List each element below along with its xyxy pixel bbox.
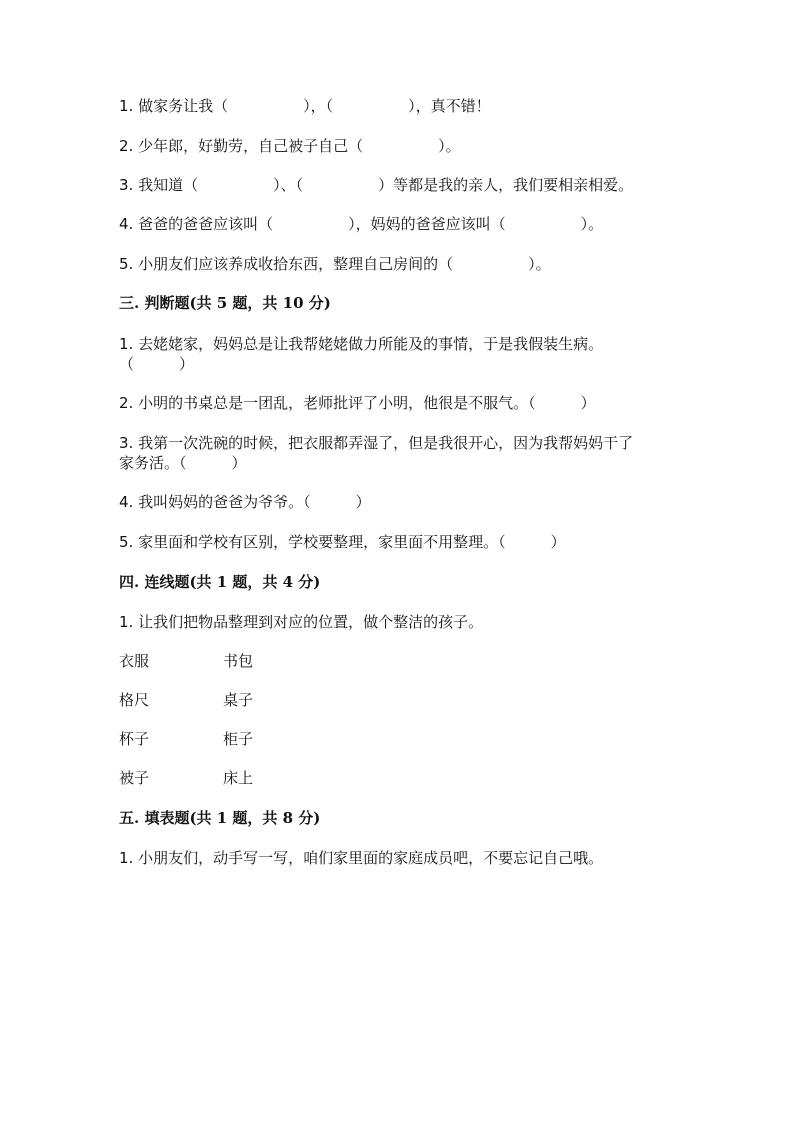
judge-item-1: 1. 去姥姥家，妈妈总是让我帮姥姥做力所能及的事情，于是我假装生病。 （ ）: [119, 335, 604, 373]
fill-blank-item-1: 1. 做家务让我（ ），（ ），真不错！: [119, 97, 491, 115]
fill-blank-item-5: 5. 小朋友们应该养成收拾东西，整理自己房间的（ ）。: [119, 255, 551, 273]
judge-item-4: 4. 我叫妈妈的爸爸为爷爷。（ ）: [119, 493, 371, 511]
match-right-item-2: 桌子: [223, 691, 254, 709]
table-question: 1. 小朋友们，动手写一写，咱们家里面的家庭成员吧，不要忘记自己哦。: [119, 849, 604, 867]
fill-blank-item-2: 2. 少年郎，好勤劳，自己被子自己（ ）。: [119, 137, 461, 155]
match-left-item-4: 被子: [119, 769, 150, 787]
match-left-item-1: 衣服: [119, 652, 150, 670]
fill-blank-item-4: 4. 爸爸的爸爸应该叫（ ），妈妈的爸爸应该叫（ ）。: [119, 215, 604, 233]
section-heading-table: 五. 填表题(共 1 题，共 8 分): [119, 809, 321, 827]
match-right-item-3: 柜子: [223, 730, 254, 748]
section-heading-judge: 三. 判断题(共 5 题，共 10 分): [119, 294, 331, 312]
judge-item-2: 2. 小明的书桌总是一团乱，老师批评了小明，他很是不服气。（ ）: [119, 394, 596, 412]
match-right-item-4: 床上: [223, 769, 254, 787]
fill-blank-item-3: 3. 我知道（ ）、（ ）等都是我的亲人，我们要相亲相爱。: [119, 176, 634, 194]
match-left-item-3: 杯子: [119, 730, 150, 748]
match-right-item-1: 书包: [223, 652, 254, 670]
section-heading-match: 四. 连线题(共 1 题，共 4 分): [119, 573, 321, 591]
judge-item-3: 3. 我第一次洗碗的时候，把衣服都弄湿了，但是我很开心，因为我帮妈妈干了 家务活。（ ）: [119, 434, 634, 472]
match-left-item-2: 格尺: [119, 691, 150, 709]
judge-item-5: 5. 家里面和学校有区别，学校要整理，家里面不用整理。（ ）: [119, 533, 566, 551]
match-question: 1. 让我们把物品整理到对应的位置，做个整洁的孩子。: [119, 613, 484, 631]
